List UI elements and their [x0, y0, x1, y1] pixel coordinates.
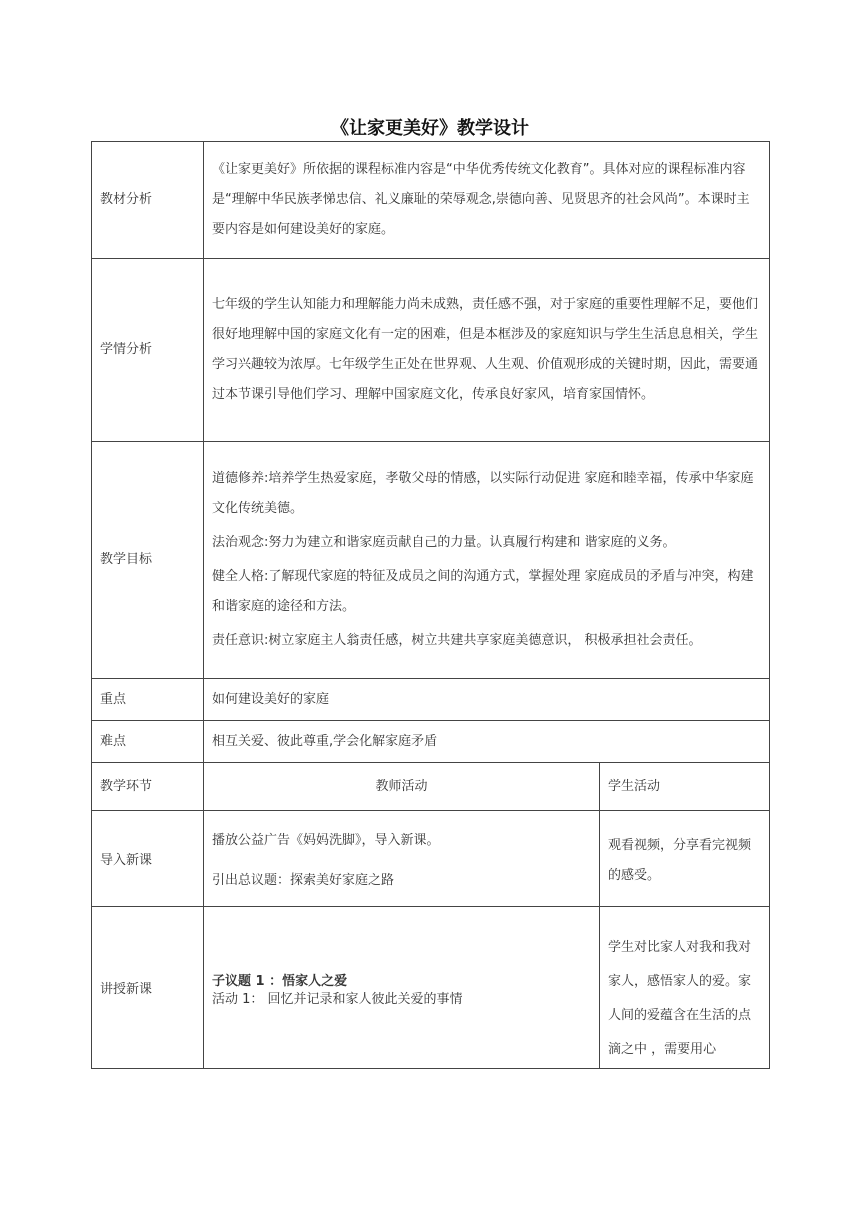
goal-item: 责任意识:树立家庭主人翁责任感，树立共建共享家庭美德意识， 积极承担社会责任。 — [212, 633, 702, 648]
intro-teacher-cell — [204, 811, 600, 907]
lecture-student-text: 学生对比家人对我和我对家人，感悟家人的爱。家人间的爱蕴含在生活的点滴之中 ，需要用心 — [600, 907, 770, 1069]
document-title: 《让家更美好》教学设计 — [331, 118, 529, 139]
row-student-analysis — [92, 259, 770, 442]
difficulty-text: 相互关爱、彼此尊重,学会化解家庭矛盾 — [204, 721, 770, 763]
row-label: 重点 — [92, 679, 204, 721]
row-key-point — [92, 679, 770, 721]
activity-text: 活动 1： 回忆并记录和家人彼此关爱的事情 — [212, 991, 463, 1007]
row-label: 教材分析 — [92, 142, 204, 259]
goal-item: 健全人格:了解现代家庭的特征及成员之间的沟通方式，掌握处理 家庭成员的矛盾与冲突，构建和谐家庭的途径和方法。 — [212, 569, 754, 614]
row-difficulty — [92, 721, 770, 763]
row-label: 导入新课 — [92, 811, 204, 907]
teaching-goals-cell — [204, 442, 770, 679]
lesson-plan-table — [91, 141, 770, 1069]
intro-student-text: 观看视频，分享看完视频的感受。 — [600, 811, 770, 907]
header-teacher-activity: 教师活动 — [204, 763, 600, 811]
subtopic-heading: 子议题 1 ：悟家人之爱 — [212, 973, 348, 989]
key-point-text: 如何建设美好的家庭 — [204, 679, 770, 721]
goal-item: 法治观念:努力为建立和谐家庭贡献自己的力量。认真履行构建和 谐家庭的义务。 — [212, 535, 676, 550]
student-analysis-text: 七年级的学生认知能力和理解能力尚未成熟，责任感不强，对于家庭的重要性理解不足，要他们很好地理解中国的家庭文化有一定的困难，但是本框涉及的家庭知识与学生生活息息相关，学生学习兴趣较为浓厚。七年级学生正处在世界观、人生观、价值观形成的关键时期，因此，需要通过本节课引导他们学习、理解中国家庭文化，传承良好家风，培育家国情怀。 — [204, 259, 770, 442]
header-student-activity: 学生活动 — [600, 763, 770, 811]
intro-teacher-line: 引出总议题：探索美好家庭之路 — [212, 872, 395, 888]
goal-item: 道德修养:培养学生热爱家庭，孝敬父母的情感，以实际行动促进 家庭和睦幸福，传承中华家庭文化传统美德。 — [212, 471, 754, 516]
row-lecture — [92, 907, 770, 1069]
row-label: 教学目标 — [92, 442, 204, 679]
row-label: 难点 — [92, 721, 204, 763]
row-teaching-goals — [92, 442, 770, 679]
textbook-analysis-text: 《让家更美好》所依据的课程标准内容是“中华优秀传统文化教育”。具体对应的课程标准内容是“理解中华民族孝悌忠信、礼义廉耻的荣辱观念,崇德向善、见贤思齐的社会风尚”。本课时主要内容是如何建设美好的家庭。 — [204, 142, 770, 259]
line-spacer — [212, 856, 591, 866]
row-intro — [92, 811, 770, 907]
row-textbook-analysis — [92, 142, 770, 259]
row-label: 学情分析 — [92, 259, 204, 442]
lecture-teacher-cell — [204, 907, 600, 1069]
row-label: 讲授新课 — [92, 907, 204, 1069]
row-activity-header — [92, 763, 770, 811]
header-stage: 教学环节 — [92, 763, 204, 811]
intro-teacher-line: 播放公益广告《妈妈洗脚》，导入新课。 — [212, 832, 440, 848]
